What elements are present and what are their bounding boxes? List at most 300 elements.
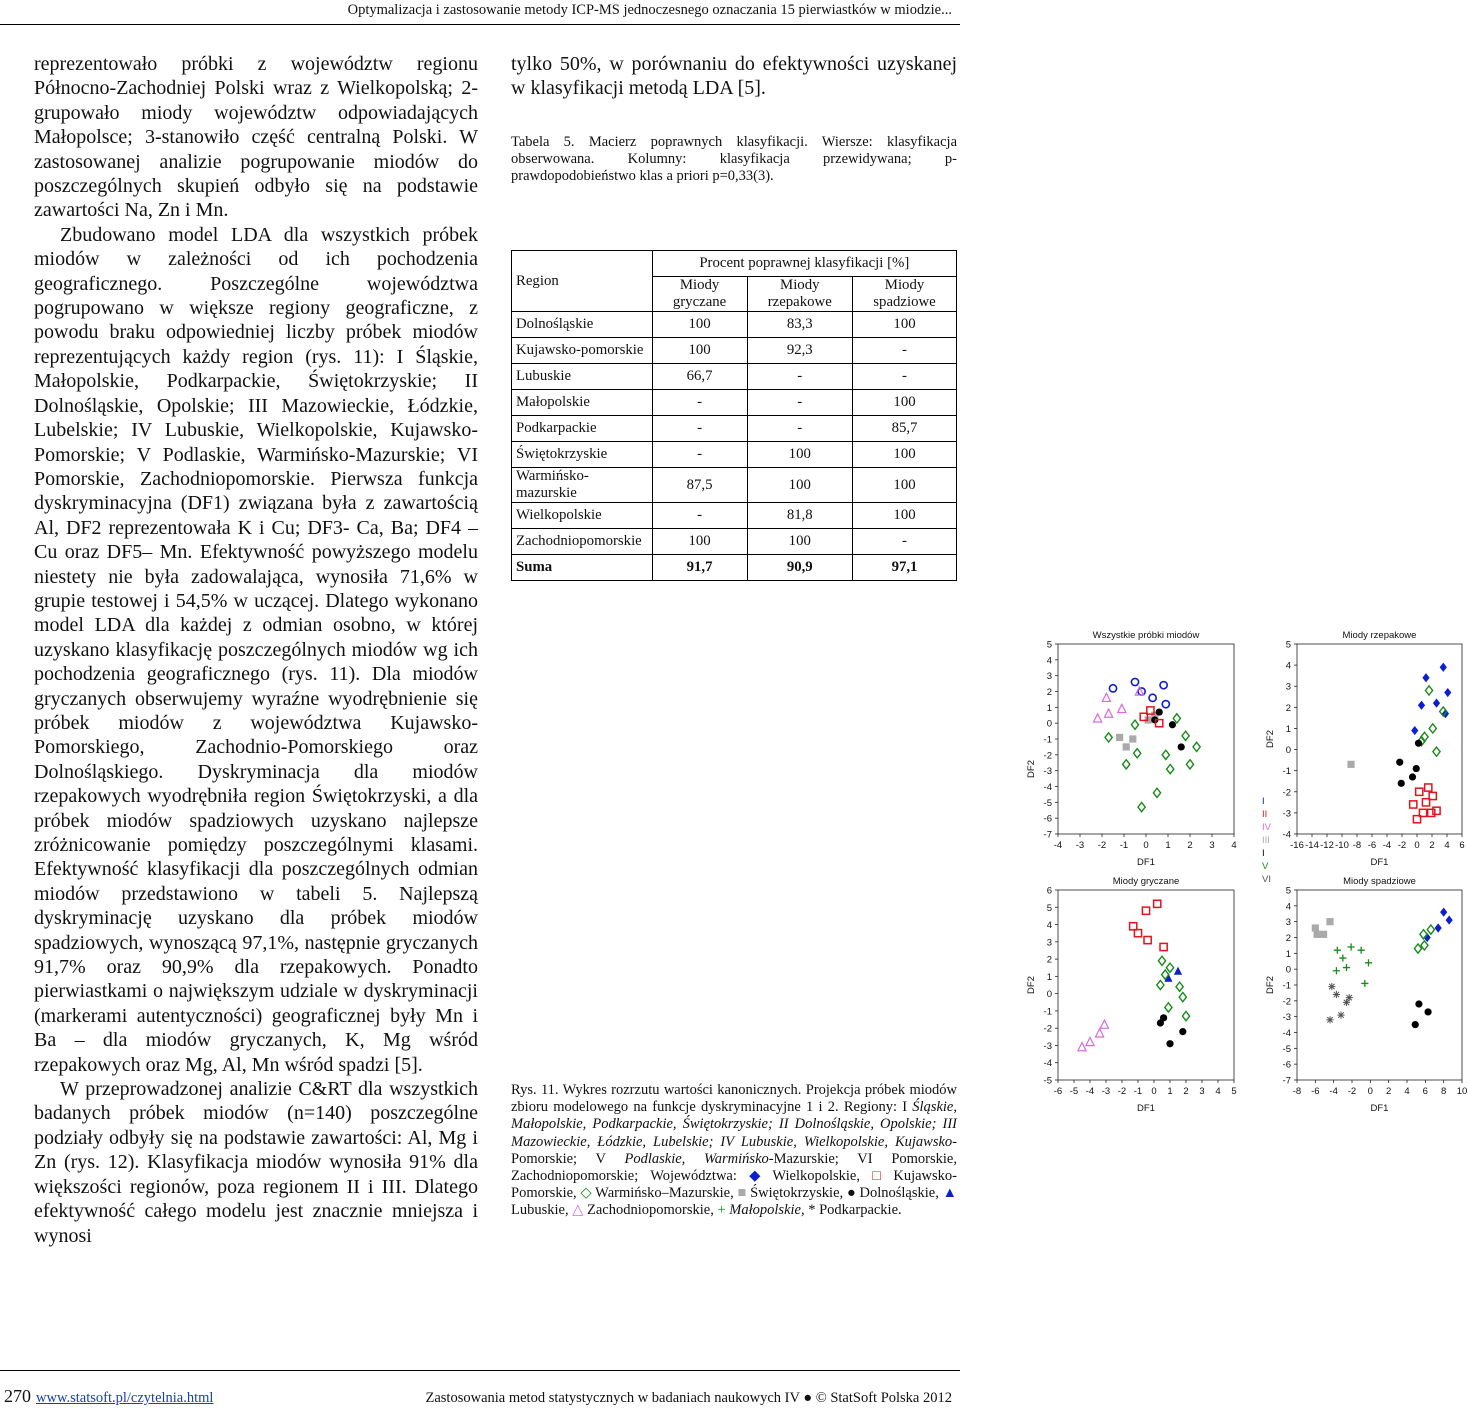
y-tick-label: 3 [1046, 937, 1052, 949]
diamond-point [1433, 699, 1440, 708]
y-tick-label: -7 [1043, 829, 1052, 841]
y-tick-label: 1 [1285, 948, 1291, 960]
circle-filled-icon: ● [846, 1185, 856, 1202]
circle-point [1412, 1021, 1419, 1028]
circle-point [1424, 1008, 1431, 1015]
asterisk-point [1326, 1016, 1333, 1023]
asterisk-icon: * [808, 1202, 816, 1219]
y-tick-label: 2 [1285, 933, 1291, 944]
caption-part: Śląskie, Małopolskie, Podkarpackie, Świętokrzyskie; II Dolnośląskie, Opolskie; III Mazowieckie, Łódzkie, Lubelskie; IV Lubuskie, Wielkopolskie, Kujawsko- [511, 1099, 957, 1150]
circle-point [1413, 765, 1420, 772]
y-tick-label: -1 [1282, 980, 1291, 992]
caption-part: Zachodniopomorskie, [583, 1202, 718, 1219]
plus-point [1343, 964, 1350, 971]
table-region-header: Region [512, 251, 653, 312]
footer-link[interactable]: www.statsoft.pl/czytelnia.html [36, 1390, 214, 1406]
table-cell: - [747, 416, 853, 442]
diamond-open-point [1193, 742, 1200, 751]
table-cell: Suma [512, 555, 653, 581]
left-paragraph-2: Zbudowano model LDA dla wszystkich próbek miodów w zależności od ich pochodzenia geograficznego. Poszczególne województwa pogrupowano w większe regiony geograficzne, z powodu braku odpowiedniej liczby próbek miodów reprezentujących każdy region (rys. 11): I Śląskie, Małopolskie, Podkarpackie, Świętokrzyskie; II Dolnośląskie, Opolskie; III Mazowieckie, Łódzkie, Lubelskie; IV Lubuskie, Wielkopolskie, Kujawsko-Pomorskie; V Podlaskie, Warmińsko-Mazurskie; VI Pomorskie, Zachodniopomorskie. Pierwsza funkcja dyskryminacyjna (DF1) związana była z zawartością Al, DF2 reprezentowała K i Cu; DF3- Ca, Ba; DF4 – Cu oraz DF5– Mn. Efektywność powyższego modelu niestety nie była zadowalająca, wynosiła 71,6% w grupie testowej i 54,5% w uczącej. Dlatego wykonano model LDA dla każdej z odmian osobno, w której uzyskano klasyfikację poszczególnych miodów wg ich pochodzenia geograficznego (rys. 11). Dla miodów gryczanych obserwujemy wyraźne wyodrębnienie się próbek miodów z województwa Kujawsko-Pomorskiego, Zachodnio-Pomorskiego oraz Dolnośląskiego. Dyskryminacja dla miodów rzepakowych wyodrębniła region Świętokrzyski, a dla próbek miodów spadziowych uzyskano najlepsze zróżnicowanie pomiędzy poszczególnymi klasami. Efektywność klasyfikacji dla poszczególnych odmian miodów przedstawiono w tabeli 5. Najlepszą dyskryminację uzyskano dla próbek miodów spadziowych, wynoszącą 97,1%, następnie gryczanych 91,7% oraz 90,9% dla rzepakowych. Ponadto pierwiastkami o największym udziale w dyskryminacji (markerami autentyczności) geograficznej były Mn i Ba – dla miodów gryczanych, K, Mg wśród rzepakowych oraz Mg, Al, Mn wśród spadzi [5]. [34, 223, 478, 1076]
diamond-point [1444, 688, 1451, 697]
y-tick-label: 5 [1285, 885, 1291, 897]
table-cell: 100 [853, 468, 957, 503]
x-tick-label: 4 [1231, 840, 1237, 851]
scatter-figure [1022, 620, 1468, 1120]
legend-label: I [1262, 796, 1265, 807]
diamond-point [1435, 923, 1442, 932]
square-open-point [1428, 809, 1435, 816]
table-cell: 100 [853, 390, 957, 416]
x-axis-label: DF1 [1370, 1103, 1389, 1114]
square-filled-icon: ■ [737, 1185, 747, 1202]
x-tick-label: -4 [1085, 1086, 1095, 1097]
diamond-open-point [1165, 1003, 1172, 1012]
table-cell: 87,5 [652, 468, 747, 503]
y-tick-label: -5 [1043, 1075, 1052, 1087]
y-tick-label: 3 [1285, 681, 1291, 693]
header-rule [0, 24, 960, 25]
table-col-header: Miody spadziowe [853, 277, 957, 312]
caption-part: Kujawsko-Pomorskie, [511, 1168, 957, 1202]
x-tick-label: -8 [1292, 1086, 1302, 1097]
asterisk-point [1333, 991, 1340, 998]
diamond-open-point [1186, 760, 1193, 769]
diamond-open-point [1158, 956, 1165, 965]
y-tick-label: -6 [1282, 1059, 1291, 1071]
diamond-open-icon: ◇ [580, 1185, 592, 1202]
diamond-open-point [1433, 747, 1440, 756]
y-tick-label: -2 [1043, 1023, 1052, 1035]
diamond-point [1440, 908, 1447, 917]
triangle-open-point [1096, 1029, 1104, 1037]
right-column [511, 52, 1468, 1219]
table-cell: 92,3 [747, 338, 853, 364]
left-paragraph-1: reprezentowało próbki z województw regionu Północno-Zachodniej Polski wraz z Wielkopolską; 2- grupowało miody województw odpowiadających Małopolsce; 3-stanowiło część centralną Polski. W zastosowanej analizie pogrupowanie miodów do poszczególnych skupień odbyło się na podstawie zawartości Na, Zn i Mn. [34, 53, 478, 222]
caption-part: Podkarpackie. [815, 1202, 902, 1219]
y-tick-label: -4 [1043, 782, 1052, 793]
page-footer [0, 1380, 960, 1410]
x-tick-label: -10 [1335, 840, 1349, 851]
y-tick-label: 0 [1046, 718, 1052, 730]
x-tick-label: 0 [1367, 1086, 1373, 1097]
x-tick-label: 0 [1143, 840, 1149, 851]
y-tick-label: -3 [1282, 1012, 1291, 1024]
header-title: Optymalizacja i zastosowanie metody ICP-MS jednoczesnego oznaczania 15 pierwiastków w miodzie... [347, 2, 952, 18]
x-tick-label: 2 [1386, 1086, 1392, 1097]
table-cell: - [652, 503, 747, 529]
square-point [1347, 761, 1354, 768]
x-tick-label: 4 [1404, 1086, 1410, 1097]
plus-point [1333, 967, 1340, 974]
table-cell: Wielkopolskie [512, 503, 653, 529]
caption-part: Warmińsko–Mazurskie, [591, 1185, 738, 1202]
square-open-point [1154, 900, 1161, 907]
chart-title: Miody rzepakowe [1342, 630, 1417, 641]
x-tick-label: -6 [1053, 1086, 1063, 1097]
legend-label: VI [1262, 874, 1271, 885]
triangle-open-point [1118, 704, 1126, 712]
y-tick-label: 2 [1285, 702, 1291, 714]
table-cell: 100 [853, 312, 957, 338]
square-point [1312, 924, 1319, 931]
square-point [1129, 735, 1136, 742]
x-tick-label: 1 [1167, 1086, 1173, 1097]
classification-table [511, 250, 957, 581]
table-cell: - [652, 442, 747, 468]
caption-part: Wielkopolskie, [760, 1168, 860, 1185]
x-tick-label: 2 [1187, 840, 1193, 851]
y-tick-label: -1 [1282, 766, 1291, 778]
x-tick-label: -2 [1397, 840, 1407, 851]
plot-frame [1297, 890, 1462, 1080]
asterisk-point [1346, 994, 1353, 1001]
scatter-figure-svg [1022, 620, 1468, 1120]
table-cell: Świętokrzyskie [512, 442, 653, 468]
y-tick-label: -2 [1282, 787, 1291, 799]
y-tick-label: 5 [1285, 639, 1291, 651]
diamond-open-point [1179, 992, 1186, 1001]
square-point [1320, 931, 1327, 938]
diamond-open-point [1131, 720, 1138, 729]
table-cell: 100 [747, 468, 853, 503]
y-tick-label: -7 [1282, 1075, 1291, 1087]
caption-part: Mazurskie; VI Pomorskie, Zachodniopomorskie; Województwa: [511, 1150, 957, 1185]
page-number: 270 [4, 1386, 31, 1406]
y-tick-label: -6 [1043, 813, 1052, 825]
x-tick-label: -6 [1367, 840, 1377, 851]
circle-point [1169, 721, 1176, 728]
triangle-open-point [1102, 693, 1110, 701]
chart-title: Miody spadziowe [1343, 876, 1416, 887]
square-open-point [1142, 907, 1149, 914]
x-tick-label: -4 [1329, 1086, 1338, 1097]
footer-credit: Zastosowania metod statystycznych w badaniach naukowych IV ● © StatSoft Polska 2012 [425, 1390, 952, 1406]
triangle-open-icon: △ [572, 1202, 584, 1219]
caption-part: Lubuskie, [511, 1202, 573, 1219]
legend-label: I [1262, 848, 1265, 859]
y-tick-label: 4 [1285, 660, 1291, 672]
table-cell: - [853, 338, 957, 364]
asterisk-point [1328, 983, 1335, 990]
table-cell: 97,1 [853, 555, 957, 581]
asterisk-point [1337, 1011, 1344, 1018]
square-open-icon: □ [872, 1168, 882, 1185]
diamond-point [1418, 701, 1425, 710]
diamond-open-point [1427, 925, 1434, 934]
square-point [1123, 743, 1130, 750]
plus-point [1361, 980, 1368, 987]
y-tick-label: -4 [1282, 1028, 1291, 1039]
square-open-point [1160, 943, 1167, 950]
diamond-open-point [1425, 686, 1432, 695]
diamond-open-point [1167, 764, 1174, 773]
circle-open-point [1131, 678, 1138, 685]
diamond-open-point [1162, 750, 1169, 759]
legend-label: III [1262, 835, 1270, 846]
table-col-header: Miody rzepakowe [747, 277, 853, 312]
table-cell: Zachodniopomorskie [512, 529, 653, 555]
y-tick-label: -4 [1282, 829, 1291, 841]
y-tick-label: -3 [1282, 808, 1291, 820]
table-cell: - [747, 364, 853, 390]
square-point [1116, 734, 1123, 741]
x-axis-label: DF1 [1370, 857, 1389, 868]
y-tick-label: -4 [1043, 1058, 1052, 1070]
table-cell: 100 [652, 312, 747, 338]
diamond-open-point [1429, 724, 1436, 733]
table-cell: Lubuskie [512, 364, 653, 390]
plus-icon: + [717, 1202, 726, 1219]
table-cell: - [652, 390, 747, 416]
square-open-point [1433, 807, 1440, 814]
square-open-point [1416, 788, 1423, 795]
y-tick-label: 5 [1046, 639, 1052, 651]
circle-open-point [1162, 701, 1169, 708]
y-tick-label: 4 [1046, 920, 1052, 932]
table-cell: 100 [652, 529, 747, 555]
x-tick-label: -4 [1382, 840, 1392, 851]
y-tick-label: -2 [1043, 750, 1052, 762]
x-tick-label: 6 [1422, 1086, 1428, 1097]
figure-caption [511, 1082, 957, 1220]
x-tick-label: -8 [1352, 840, 1362, 851]
plot-frame [1297, 644, 1462, 834]
x-tick-label: -16 [1290, 840, 1304, 851]
plus-point [1339, 954, 1346, 961]
y-tick-label: 4 [1285, 901, 1291, 913]
legend-label: II [1262, 809, 1268, 820]
y-tick-label: -2 [1282, 996, 1291, 1008]
table-col-header: Miody gryczane [652, 277, 747, 312]
table-cell: 100 [747, 529, 853, 555]
y-tick-label: -5 [1282, 1043, 1291, 1055]
running-header [0, 0, 960, 24]
x-tick-label: -5 [1069, 1086, 1079, 1097]
x-tick-label: -3 [1075, 840, 1085, 851]
x-tick-label: 5 [1231, 1086, 1237, 1097]
circle-point [1156, 708, 1163, 715]
table-cell: 100 [652, 338, 747, 364]
caption-part: Rys. 11. Wykres rozrzutu wartości kanonicznych. Projekcja próbek miodów zbioru modelowego na funkcje dyskryminacyjne 1 i 2. Regiony: I [511, 1082, 957, 1116]
x-tick-label: 10 [1456, 1086, 1468, 1097]
diamond-open-point [1134, 749, 1141, 758]
x-tick-label: 4 [1444, 840, 1450, 851]
plus-point [1334, 947, 1341, 954]
y-tick-label: 5 [1046, 902, 1052, 914]
circle-point [1409, 773, 1416, 780]
left-column [34, 52, 478, 1248]
circle-open-point [1160, 682, 1167, 689]
caption-part: Pomorskie; V [511, 1150, 625, 1167]
y-tick-label: -3 [1043, 766, 1052, 778]
circle-point [1396, 759, 1403, 766]
table-cell: 100 [853, 442, 957, 468]
plot-frame [1058, 890, 1234, 1080]
square-open-point [1410, 801, 1417, 808]
table-cell: Warmińsko-mazurskie [512, 468, 653, 503]
x-tick-label: 1 [1165, 840, 1171, 851]
square-open-point [1130, 923, 1137, 930]
table-cell: - [652, 416, 747, 442]
y-tick-label: 6 [1046, 885, 1052, 897]
y-tick-label: -1 [1043, 1006, 1052, 1018]
table-row [512, 416, 957, 442]
x-tick-label: 2 [1183, 1086, 1189, 1097]
table-cell: 81,8 [747, 503, 853, 529]
plus-point [1358, 947, 1365, 954]
y-axis-label: DF2 [1026, 760, 1037, 778]
table-cell: 83,3 [747, 312, 853, 338]
y-tick-label: 1 [1046, 971, 1052, 983]
triangle-point [1174, 967, 1182, 975]
y-tick-label: -3 [1043, 1040, 1052, 1052]
diamond-open-point [1123, 760, 1130, 769]
y-tick-label: 3 [1285, 917, 1291, 929]
x-axis-label: DF1 [1137, 857, 1155, 868]
table-group-header: Procent poprawnej klasyfikacji [%] [652, 251, 956, 277]
table-sum-row [512, 555, 957, 581]
chart-title: Miody gryczane [1112, 876, 1180, 887]
diamond-open-point [1105, 733, 1112, 742]
x-tick-label: -3 [1101, 1086, 1111, 1097]
table-cell: Dolnośląskie [512, 312, 653, 338]
table-cell: - [853, 364, 957, 390]
diamond-open-point [1176, 982, 1183, 991]
table-row [512, 390, 957, 416]
y-tick-label: 0 [1285, 964, 1291, 976]
caption-part: Dolnośląskie, [855, 1185, 943, 1202]
y-tick-label: 4 [1046, 655, 1052, 667]
diamond-open-point [1166, 963, 1173, 972]
diamond-point [1440, 663, 1447, 672]
circle-open-point [1109, 685, 1116, 692]
x-tick-label: 0 [1414, 840, 1420, 851]
circle-point [1415, 740, 1422, 747]
x-tick-label: -2 [1347, 1086, 1357, 1097]
legend-label: IV [1262, 822, 1271, 833]
x-tick-label: -4 [1053, 840, 1063, 851]
table-body [512, 312, 957, 555]
diamond-point [1411, 726, 1418, 735]
x-tick-label: -6 [1311, 1086, 1320, 1097]
diamond-point [1422, 673, 1429, 682]
table-cell: - [853, 529, 957, 555]
circle-point [1166, 1040, 1173, 1047]
diamond-open-point [1173, 714, 1180, 723]
x-tick-label: 4 [1215, 1086, 1221, 1097]
table-row [512, 468, 957, 503]
right-paragraph-1: tylko 50%, w porównaniu do efektywności uzyskanej w klasyfikacji metodą LDA [5]. [511, 53, 957, 100]
table-cell: 100 [853, 503, 957, 529]
diamond-open-point [1182, 1011, 1189, 1020]
table-row [512, 442, 957, 468]
square-open-point [1134, 930, 1141, 937]
table-cell: 90,9 [747, 555, 853, 581]
x-axis-label: DF1 [1137, 1103, 1155, 1114]
circle-point [1160, 1014, 1167, 1021]
x-tick-label: -2 [1117, 1086, 1127, 1097]
diamond-open-point [1138, 802, 1145, 811]
y-tick-label: -1 [1043, 734, 1052, 746]
plus-point [1347, 943, 1354, 950]
diamond-filled-icon: ◆ [749, 1168, 761, 1185]
x-tick-label: -1 [1133, 1086, 1143, 1097]
caption-part: Podlaskie, Warmińsko- [624, 1150, 774, 1167]
x-tick-label: -12 [1320, 840, 1334, 851]
diamond-open-point [1182, 731, 1189, 740]
triangle-open-point [1086, 1037, 1094, 1045]
square-point [1314, 931, 1321, 938]
triangle-open-point [1100, 1020, 1108, 1028]
table-row [512, 503, 957, 529]
square-point [1326, 918, 1333, 925]
x-tick-label: 0 [1151, 1086, 1157, 1097]
y-tick-label: 1 [1285, 723, 1291, 735]
legend-label: V [1262, 861, 1269, 872]
y-tick-label: -5 [1043, 797, 1052, 809]
table-cell: 100 [747, 442, 853, 468]
table-row [512, 364, 957, 390]
diamond-open-point [1157, 980, 1164, 989]
y-tick-label: 1 [1046, 702, 1052, 714]
y-tick-label: 0 [1046, 989, 1052, 1001]
circle-point [1415, 1000, 1422, 1007]
y-tick-label: 3 [1046, 671, 1052, 683]
circle-point [1179, 1028, 1186, 1035]
table-cell: 85,7 [853, 416, 957, 442]
plot-frame [1058, 644, 1234, 834]
y-axis-label: DF2 [1265, 730, 1276, 748]
y-axis-label: DF2 [1026, 976, 1037, 994]
x-tick-label: -2 [1097, 840, 1107, 851]
table-row [512, 529, 957, 555]
square-open-point [1144, 936, 1151, 943]
y-tick-label: 0 [1285, 745, 1291, 757]
table-row [512, 312, 957, 338]
plus-point [1365, 959, 1372, 966]
diamond-point [1446, 915, 1453, 924]
chart-title: Wszystkie próbki miodów [1092, 630, 1200, 641]
caption-part: Świętokrzyskie, [746, 1185, 847, 1202]
x-tick-label: 8 [1441, 1086, 1447, 1097]
x-tick-label: -14 [1305, 840, 1319, 851]
caption-part: Małopolskie, [725, 1202, 809, 1219]
table-cell: 91,7 [652, 555, 747, 581]
circle-point [1398, 780, 1405, 787]
triangle-open-point [1105, 709, 1113, 717]
x-tick-label: 3 [1199, 1086, 1205, 1097]
square-open-point [1425, 784, 1432, 791]
table-cell: 66,7 [652, 364, 747, 390]
triangle-open-point [1094, 714, 1102, 722]
x-tick-label: -1 [1119, 840, 1129, 851]
table-cell: - [747, 390, 853, 416]
footer-rule [0, 1370, 960, 1371]
x-tick-label: 6 [1459, 840, 1465, 851]
diamond-open-point [1153, 788, 1160, 797]
x-tick-label: 3 [1209, 840, 1215, 851]
triangle-open-point [1078, 1043, 1086, 1051]
circle-open-point [1149, 694, 1156, 701]
table-cell: Podkarpackie [512, 416, 653, 442]
x-tick-label: 2 [1429, 840, 1435, 851]
table-row [512, 338, 957, 364]
table-caption: Tabela 5. Macierz poprawnych klasyfikacji. Wiersze: klasyfikacja obserwowana. Kolumny: klasyfikacja przewidywana; p-prawdopodobieństwo klas a priori p=0,33(3). [511, 134, 957, 185]
y-axis-label: DF2 [1265, 976, 1276, 994]
table-cell: Małopolskie [512, 390, 653, 416]
left-paragraph-3: W przeprowadzonej analizie C&RT dla wszystkich badanych próbek miodów (n=140) poszczególne podziały odbyły się na podstawie zawartości: Al, Mg i Zn (rys. 12). Klasyfikacja miodów wynosiła 91% dla większości regionów, poza regionem II i III. Dlatego efektywność całego modelu jest znacznie mniejsza i wynosi [34, 1078, 478, 1247]
y-tick-label: 2 [1046, 687, 1052, 698]
